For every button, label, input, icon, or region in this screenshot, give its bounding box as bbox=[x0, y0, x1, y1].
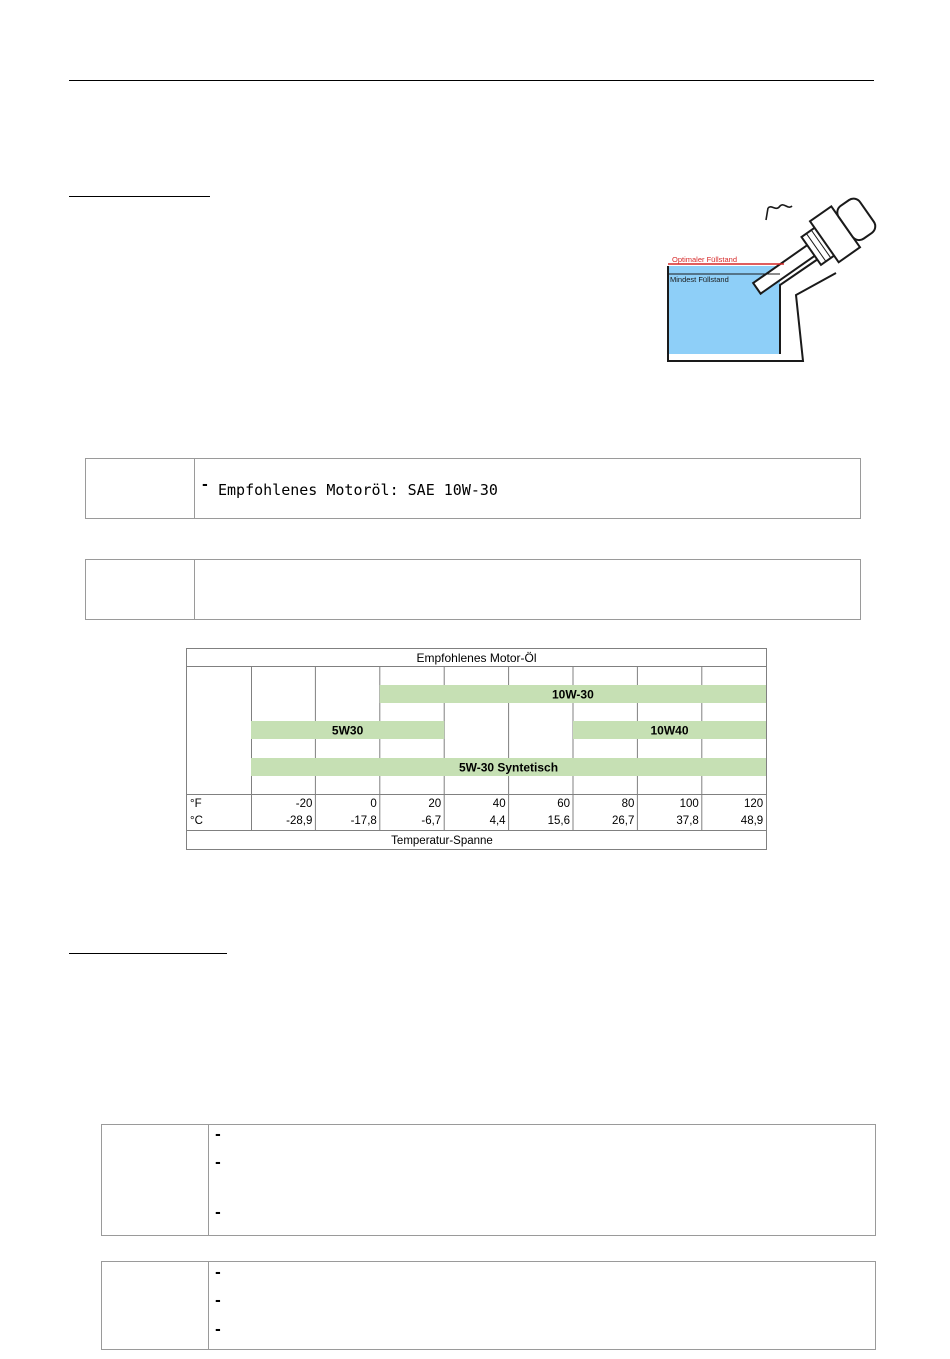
oil-range-label: 5W30 bbox=[331, 723, 364, 738]
dipstick-plug bbox=[743, 191, 881, 309]
celsius-tick-label: 48,9 bbox=[740, 815, 764, 827]
fahrenheit-tick-label: 20 bbox=[428, 798, 442, 810]
oil-range-label: 10W-30 bbox=[552, 687, 594, 702]
fahrenheit-tick-label: 100 bbox=[679, 798, 699, 810]
oil-level-svg bbox=[660, 178, 890, 370]
note-box-text-cell bbox=[195, 459, 860, 518]
list-box-text-cell bbox=[209, 1262, 875, 1349]
fahrenheit-tick-label: 40 bbox=[492, 798, 506, 810]
list-box-icon-cell bbox=[102, 1262, 209, 1349]
note-box-text-cell bbox=[195, 560, 860, 619]
celsius-tick-label: -6,7 bbox=[421, 815, 442, 827]
celsius-tick-label: -17,8 bbox=[350, 815, 377, 827]
celsius-tick-label: 26,7 bbox=[612, 815, 635, 827]
x-axis-label: Temperatur-Spanne bbox=[391, 835, 493, 847]
row-label-fahrenheit: °F bbox=[190, 798, 202, 810]
fahrenheit-tick-label: 0 bbox=[370, 798, 377, 810]
list-box-1 bbox=[101, 1124, 876, 1236]
list-dash: - bbox=[215, 1322, 221, 1338]
optimal-level-label: Optimaler Füllstand bbox=[672, 255, 738, 264]
oil-chart-svg bbox=[186, 648, 767, 850]
header-rule bbox=[69, 80, 874, 81]
list-box-icon-cell bbox=[102, 1125, 209, 1235]
celsius-tick-label: 4,4 bbox=[489, 815, 506, 827]
note-box-icon-cell bbox=[86, 560, 195, 619]
oil-viscosity-chart bbox=[186, 648, 767, 850]
note-box-icon-cell bbox=[86, 459, 195, 518]
fahrenheit-tick-label: -20 bbox=[295, 798, 313, 810]
minimum-level-label: Mindest Füllstand bbox=[670, 275, 729, 284]
note-box-oil-type bbox=[85, 458, 861, 519]
section-heading-underline bbox=[69, 196, 210, 197]
list-dash: - bbox=[202, 477, 208, 493]
list-box-text-cell bbox=[209, 1125, 875, 1235]
list-dash: - bbox=[215, 1293, 221, 1309]
list-dash: - bbox=[215, 1265, 221, 1281]
fahrenheit-tick-label: 60 bbox=[557, 798, 570, 810]
list-dash: - bbox=[215, 1127, 221, 1143]
note-box-empty bbox=[85, 559, 861, 620]
oil-range-label: 10W40 bbox=[650, 723, 689, 738]
row-label-celsius: °C bbox=[190, 815, 203, 827]
chart-title: Empfohlenes Motor-Öl bbox=[416, 651, 537, 665]
list-dash: - bbox=[215, 1155, 221, 1171]
celsius-tick-label: -28,9 bbox=[286, 815, 313, 827]
oil-range-label: 5W-30 Syntetisch bbox=[458, 760, 559, 775]
list-box-2 bbox=[101, 1261, 876, 1350]
oil-level-diagram bbox=[660, 178, 890, 370]
dipstick-hook bbox=[766, 205, 792, 220]
celsius-tick-label: 15,6 bbox=[547, 815, 570, 827]
fahrenheit-tick-label: 80 bbox=[621, 798, 635, 810]
recommended-oil-text: Empfohlenes Motoröl: SAE 10W-30 bbox=[218, 481, 498, 499]
fahrenheit-tick-label: 120 bbox=[744, 798, 764, 810]
list-dash: - bbox=[215, 1205, 221, 1221]
section-heading-underline bbox=[69, 953, 227, 954]
celsius-tick-label: 37,8 bbox=[676, 815, 699, 827]
